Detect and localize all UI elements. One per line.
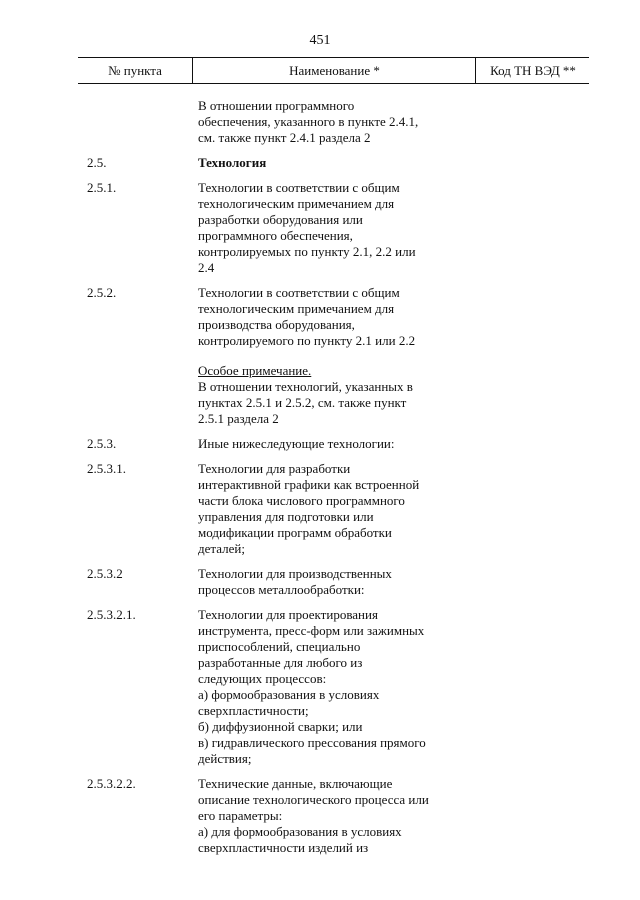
entry-2-5-3 [0,436,640,452]
entry-number: 2.5.3.1. [87,461,126,476]
special-note-body [198,363,458,427]
entry-2-5-2 [0,285,640,349]
entry-number: 2.5.3.2.1. [87,607,136,622]
column-header-number: № пункта [108,63,162,78]
entry-text: Технологии в соответствии с общим технологическим примечанием для разработки оборудования или программного обеспечения, контролируемых по пункту 2.1, 2.2 или 2.4 [198,180,416,275]
entry-text: Технологии для проектирования инструмента, пресс-форм или зажимных приспособлений, специально разработанные для любого из следующих процессов: а) формообразования в условиях сверхпластичности; б) диффузионной сварки; или в) гидравлического прессования прямого действия; [198,607,426,766]
entry-text: Технологии для разработки интерактивной графики как встроенной части блока числового программного управления для подготовки или модификации программ обработки деталей; [198,461,420,556]
entry-text: В отношении технологий, указанных в пунктах 2.5.1 и 2.5.2, см. также пункт 2.5.1 раздела 2 [198,379,413,426]
page-number: 451 [309,33,331,48]
entry-number: 2.5.3. [87,436,117,451]
entry-2-5-3-2-2 [0,776,640,856]
entry-text: В отношении программного обеспечения, указанного в пункте 2.4.1, см. также пункт 2.4.1 раздела 2 [198,98,419,145]
section-heading: Технология [198,155,267,170]
entry-number: 2.5.1. [87,180,117,195]
special-note [0,363,640,427]
entry-2-5-3-2-1 [0,607,640,767]
document-body [0,98,640,865]
entry-text: Технические данные, включающие описание технологического процесса или его параметры: а) для формообразования в условиях сверхпластичности изделий из [198,776,429,855]
entry-number: 2.5.3.2.2. [87,776,136,791]
column-header-name: Наименование * [192,58,476,83]
entry-number: 2.5.2. [87,285,117,300]
entry-2-5-1 [0,180,640,276]
entry-2-5-3-1 [0,461,640,557]
entry-text: Технологии для производственных процессов металлообработки: [198,566,392,597]
entry-number: 2.5. [87,155,107,170]
entry-2-5 [0,155,640,171]
entry-2-5-3-2 [0,566,640,598]
entry-2-4-note [0,98,640,146]
column-header-code: Код ТН ВЭД ** [475,58,590,83]
column-header-row [78,57,589,84]
entry-number: 2.5.3.2 [87,566,123,581]
entry-text: Иные нижеследующие технологии: [198,436,395,451]
entry-text: Технологии в соответствии с общим технологическим примечанием для производства оборудования, контролируемого по пункту 2.1 или 2.2 [198,285,416,348]
special-note-label: Особое примечание. [198,363,312,378]
